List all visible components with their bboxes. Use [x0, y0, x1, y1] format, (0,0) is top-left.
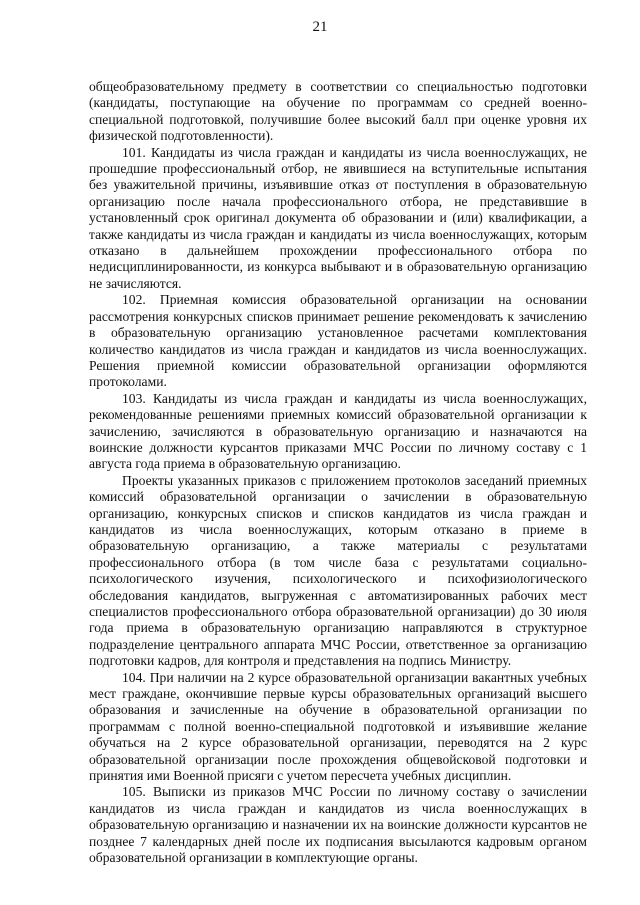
page-number: 21 [312, 19, 328, 35]
paragraph-101: 101. Кандидаты из числа граждан и кандидаты из числа военнослужащих, не прошедшие профессиональный отбор, не явившиеся на вступительные испытания без уважительной причины, изъявившие отказ от поступления в образовательную организацию после начала профессионального отбора, не представившие в установленный срок оригинал документа об образовании и (или) квалификации, а также кандидаты из числа граждан и кандидаты из числа военнослужащих, которым отказано в дальнейшем прохождении профессионального отбора по недисциплинированности, из конкурса выбывают и в образовательную организацию не зачисляются. [89, 144, 587, 291]
paragraph-103: 103. Кандидаты из числа граждан и кандидаты из числа военнослужащих, рекомендованные решениями приемных комиссий образовательной организации к зачислению, зачисляются в образовательную организацию и назначаются на воинские должности курсантов приказами МЧС России по личному составу с 1 августа года приема в образовательную организацию. [89, 390, 587, 472]
paragraph-103-drafts: Проекты указанных приказов с приложением протоколов заседаний приемных комиссий образовательной организации о зачислении в образовательную организацию, конкурсных списков и списков кандидатов из числа граждан и кандидатов из числа военнослужащих, которым отказано в приеме в образовательную организацию, а также материалы с результатами профессионального отбора (в том числе база с результатами социально-психологического изучения, психологического и психофизиологического обследования кандидатов, выгруженная с автоматизированных рабочих мест специалистов профессионального отбора образовательной организации) до 30 июля года приема в образовательную организацию направляются в структурное подразделение центрального аппарата МЧС России, ответственное за организацию подготовки кадров, для контроля и представления на подпись Министру. [89, 472, 587, 669]
paragraph-105: 105. Выписки из приказов МЧС России по личному составу о зачислении кандидатов из числа граждан и кандидатов из числа военнослужащих в образовательную организацию и назначении их на воинские должности курсантов не позднее 7 календарных дней после их подписания высылаются кадровым органом образовательной организации в комплектующие органы. [89, 784, 587, 866]
document-body [89, 79, 587, 867]
paragraph-102: 102. Приемная комиссия образовательной организации на основании рассмотрения конкурсных списков принимает решение рекомендовать к зачислению в образовательную организацию установленное расчетами комплектования количество кандидатов из числа граждан и кандидатов из числа военнослужащих. Решения приемной комиссии образовательной организации оформляются протоколами. [89, 292, 587, 390]
paragraph-continuation: общеобразовательному предмету в соответствии со специальностью подготовки (кандидаты, поступающие на обучение по программам со средней военно-специальной подготовкой, получившие более высокий балл при оценке уровня их физической подготовленности). [89, 79, 587, 144]
paragraph-104: 104. При наличии на 2 курсе образовательной организации вакантных учебных мест граждане, окончившие первые курсы образовательных организаций высшего образования и зачисленные на обучение в образовательной организации по программам с полной военно-специальной подготовкой и изъявившие желание обучаться на 2 курсе образовательной организации, переводятся на 2 курс образовательной организации после прохождения общевойсковой подготовки и принятия ими Военной присяги с учетом пересчета учебных дисциплин. [89, 669, 587, 784]
